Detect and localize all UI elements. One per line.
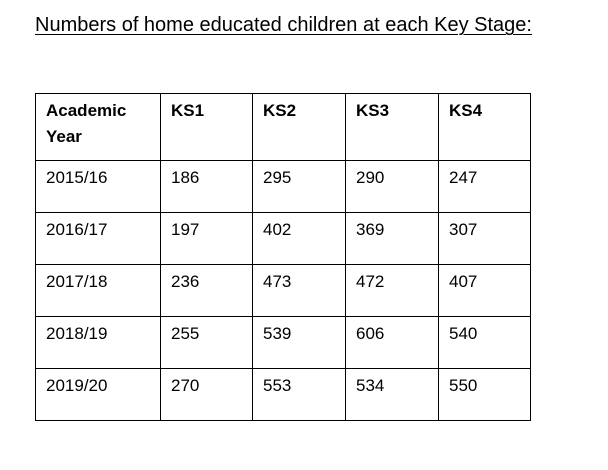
cell-ks2: 473 — [253, 265, 346, 317]
header-ks1: KS1 — [161, 94, 253, 161]
cell-ks1: 186 — [161, 161, 253, 213]
table-row — [36, 213, 531, 265]
cell-ks2: 553 — [253, 369, 346, 421]
cell-ks4: 407 — [439, 265, 531, 317]
header-academic-year: Academic Year — [36, 94, 161, 161]
header-ks3: KS3 — [346, 94, 439, 161]
table-header-row — [36, 94, 531, 161]
cell-ks4: 307 — [439, 213, 531, 265]
cell-ks3: 290 — [346, 161, 439, 213]
table-row — [36, 317, 531, 369]
table-row — [36, 369, 531, 421]
table-row — [36, 161, 531, 213]
cell-ks2: 295 — [253, 161, 346, 213]
cell-ks1: 255 — [161, 317, 253, 369]
cell-ks3: 534 — [346, 369, 439, 421]
cell-ks3: 606 — [346, 317, 439, 369]
cell-year: 2019/20 — [36, 369, 161, 421]
cell-ks2: 402 — [253, 213, 346, 265]
document-heading: Numbers of home educated children at each Key Stage: — [35, 14, 532, 36]
cell-ks1: 197 — [161, 213, 253, 265]
cell-year: 2017/18 — [36, 265, 161, 317]
key-stage-table — [35, 93, 531, 421]
cell-ks1: 236 — [161, 265, 253, 317]
cell-ks3: 369 — [346, 213, 439, 265]
cell-ks4: 550 — [439, 369, 531, 421]
cell-ks4: 540 — [439, 317, 531, 369]
cell-ks1: 270 — [161, 369, 253, 421]
cell-ks4: 247 — [439, 161, 531, 213]
cell-year: 2015/16 — [36, 161, 161, 213]
table-row — [36, 265, 531, 317]
cell-ks2: 539 — [253, 317, 346, 369]
cell-ks3: 472 — [346, 265, 439, 317]
cell-year: 2018/19 — [36, 317, 161, 369]
header-ks2: KS2 — [253, 94, 346, 161]
cell-year: 2016/17 — [36, 213, 161, 265]
header-ks4: KS4 — [439, 94, 531, 161]
